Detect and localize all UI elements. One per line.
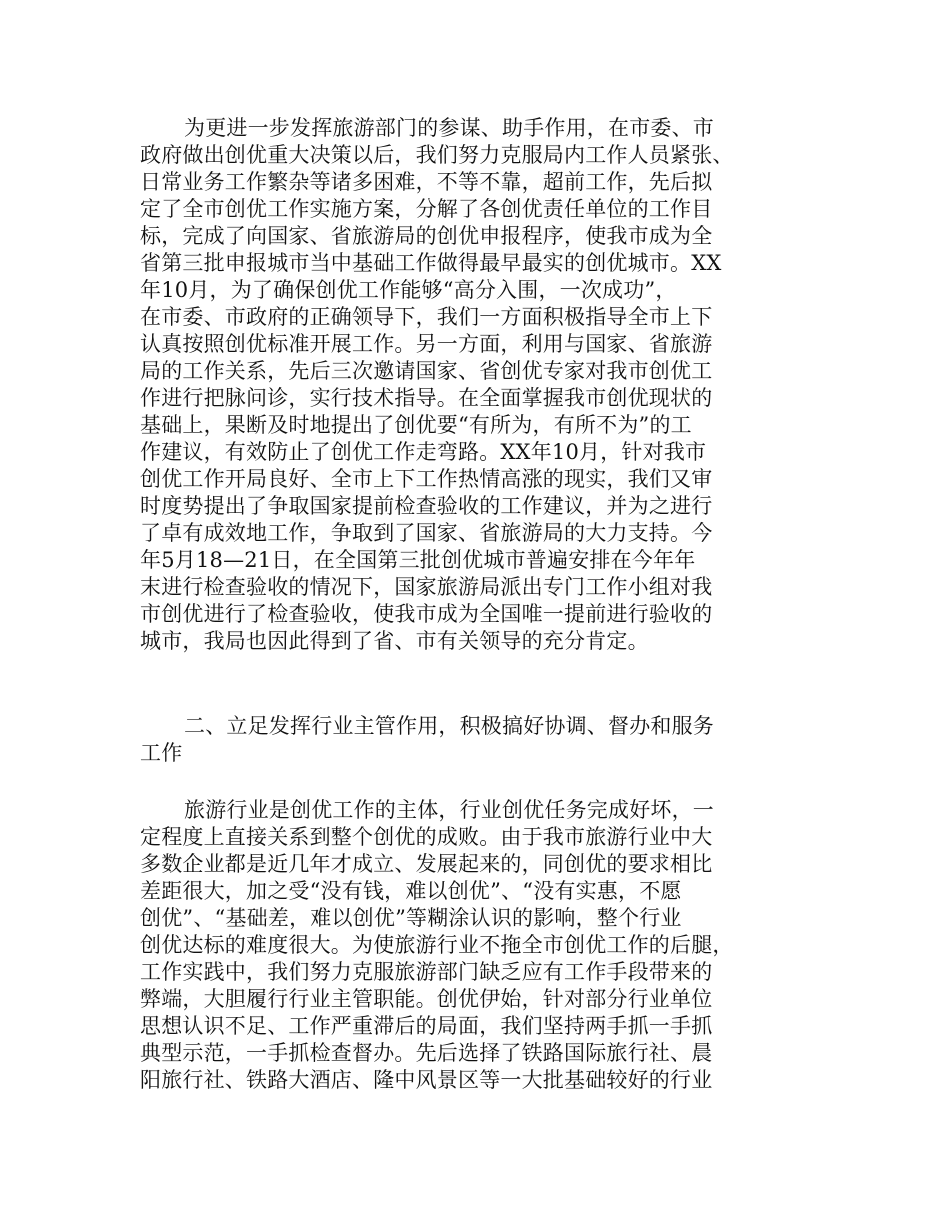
text-line: 基础上，果断及时地提出了创优要“有所为，有所不为”的工 xyxy=(140,413,692,437)
text-line: 认真按照创优标准开展工作。另一方面，利用与国家、省旅游 xyxy=(140,332,713,356)
text-line: 省第三批申报城市当中基础工作做得最早最实的创优城市。XX xyxy=(140,251,722,275)
paragraph-2 xyxy=(140,797,830,1094)
text-line: 时度势提出了争取国家提前检查验收的工作建议，并为之进行 xyxy=(140,494,713,518)
text-line: 末进行检查验收的情况下，国家旅游局派出专门工作小组对我 xyxy=(140,575,713,599)
text-line: 标，完成了向国家、省旅游局的创优申报程序，使我市成为全 xyxy=(140,224,713,248)
text-line: 多数企业都是近几年才成立、发展起来的，同创优的要求相比 xyxy=(140,852,713,876)
text-line: 阳旅行社、铁路大酒店、隆中风景区等一大批基础较好的行业 xyxy=(140,1068,713,1092)
text-line: 创优工作开局良好、全市上下工作热情高涨的现实，我们又审 xyxy=(140,467,713,491)
text-line: 工作实践中，我们努力克服旅游部门缺乏应有工作手段带来的 xyxy=(140,960,713,984)
text-line: 定了全市创优工作实施方案，分解了各创优责任单位的工作目 xyxy=(140,197,713,221)
text-line: 年10月，为了确保创优工作能够“高分入围，一次成功”， xyxy=(140,278,677,302)
text-line: 作进行把脉问诊，实行技术指导。在全面掌握我市创优现状的 xyxy=(140,386,713,410)
text-line: 为更进一步发挥旅游部门的参谋、助手作用，在市委、市 xyxy=(184,116,714,140)
text-line: 定程度上直接关系到整个创优的成败。由于我市旅游行业中大 xyxy=(140,825,713,849)
text-line: 政府做出创优重大决策以后，我们努力克服局内工作人员紧张、 xyxy=(140,143,734,167)
section-heading-2 xyxy=(140,713,830,767)
text-line: 在市委、市政府的正确领导下，我们一方面积极指导全市上下 xyxy=(140,305,713,329)
paragraph-1 xyxy=(140,115,830,655)
text-line: 弊端，大胆履行行业主管职能。创优伊始，针对部分行业单位 xyxy=(140,987,713,1011)
text-line: 创优”、“基础差，难以创优”等糊涂认识的影响，整个行业 xyxy=(140,906,682,930)
text-line: 了卓有成效地工作，争取到了国家、省旅游局的大力支持。今 xyxy=(140,521,713,545)
text-line: 旅游行业是创优工作的主体，行业创优任务完成好坏，一 xyxy=(184,798,714,822)
text-line: 典型示范，一手抓检查督办。先后选择了铁路国际旅行社、晨 xyxy=(140,1041,713,1065)
text-line: 年5月18—21日，在全国第三批创优城市普遍安排在今年年 xyxy=(140,548,696,572)
text-line: 思想认识不足、工作严重滞后的局面，我们坚持两手抓一手抓 xyxy=(140,1014,713,1038)
text-line: 创优达标的难度很大。为使旅游行业不拖全市创优工作的后腿， xyxy=(140,933,734,957)
text-line: 城市，我局也因此得到了省、市有关领导的充分肯定。 xyxy=(140,629,649,653)
text-line: 局的工作关系，先后三次邀请国家、省创优专家对我市创优工 xyxy=(140,359,713,383)
heading-line: 二、立足发挥行业主管作用，积极搞好协调、督办和服务 xyxy=(184,714,714,738)
text-line: 差距很大，加之受“没有钱，难以创优”、“没有实惠，不愿 xyxy=(140,879,682,903)
text-line: 日常业务工作繁杂等诸多困难，不等不靠，超前工作，先后拟 xyxy=(140,170,713,194)
text-line: 市创优进行了检查验收，使我市成为全国唯一提前进行验收的 xyxy=(140,602,713,626)
heading-line: 工作 xyxy=(140,741,183,765)
text-line: 作建议，有效防止了创优工作走弯路。XX年10月，针对我市 xyxy=(140,440,707,464)
